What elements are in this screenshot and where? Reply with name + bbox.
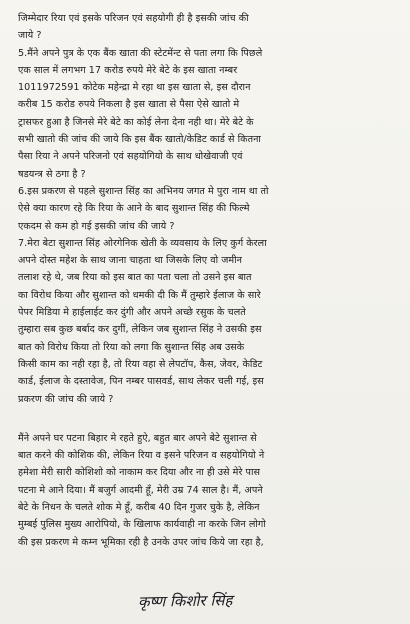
text-line: हमेशा मेरी सारी कोशिशो को नाकाम कर दिया और ना ही उसे मेरे पास	[18, 467, 261, 479]
text-line: पटना मे आने दिया। मैं बजुर्ग आदमी हूँ, मेरी उम्र 74 साल है। मैं, अपने	[18, 484, 263, 496]
text-line: बात करने की कोशिक की, लेकिन रिया व इसने परिजन व सहयोगियो ने	[18, 450, 265, 462]
handwritten-signature: कृष्ण किशोर सिंह	[137, 591, 233, 611]
text-line: जाये ?	[18, 30, 42, 42]
text-line: मुम्बई पुलिस मुख्य आरोपियो, के खिलाफ कार्यवाही ना करके जिन लोगो	[18, 519, 266, 531]
text-line: एक साल में लगभग 17 करोड रुपये मेरे बेटे के इस खाता नम्बर	[18, 64, 238, 76]
text-line: सभी खातो की जांच की जाये कि इस बैंक खातो/केडिट कार्ड से कितना	[18, 134, 261, 146]
text-line: पेपर मिडिया मे हाईलाईट कर दुंगी और अपने अच्छे रसुक के चलते	[18, 307, 246, 319]
text-line: तलाश रहे थे, जब रिया को इस बात का पता चला तो उसने इस बात	[18, 272, 252, 284]
text-line: 1011972591 कोटेक महेन्द्रा मे रहा था इस खाता से, इस दौरान	[18, 82, 251, 94]
text-line: तुम्हारा सब कुछ बर्बाद कर दुगीं, लेकिन जब सुशान्त सिंह ने उसकी इस	[18, 324, 262, 336]
text-line: जिम्मेदार रिया एवं इसके परिजन एवं सहयोगी ही है इसकी जांच की	[18, 13, 249, 24]
text-line: षडयन्त्र से ठगा है ?	[18, 168, 86, 180]
text-line: प्रकरण की जांच की जाये ?	[18, 393, 114, 405]
text-line: कार्ड, ईलाज के दस्तावेज, पिन नम्बर पासवर्ड, साथ लेकर चली गई, इस	[18, 376, 264, 388]
text-line: 6.इस प्रकरण से पहले सुशान्त सिंह का अभिनय जगत मे पुरा नाम था तो	[18, 185, 269, 197]
text-line: 5.मैंने अपने पुत्र के एक बैंक खाता की स्टेटमेंन्ट से पता लगा कि पिछले	[18, 47, 263, 59]
text-line: बेटे के निधन के चलते शोक मे हूँ, करीब 40 दिन गुजर चुके है, लेकिन	[18, 502, 260, 514]
text-line: ट्रासफर हुआ है जिनसे मेरे बेटे का कोई लेना देना नही था। मेरे बेटे के	[18, 116, 254, 128]
complaint-points	[18, 10, 396, 408]
text-line: बात को विरोध किया तो रिया को लगा कि सुशान्त सिंह अब उसके	[18, 341, 245, 353]
text-line: ऐसे क्या कारण रहे कि रिया के आने के बाद सुशान्त सिंह की फिल्मे	[18, 203, 250, 215]
text-line: किसी काम का नही रहा है, तो रिया वहा से लेपटॉप, कैस, जेवर, केडिट	[18, 358, 263, 370]
text-line: एकदम से कम हो गई इसकी जांच की जाये ?	[18, 220, 175, 232]
text-line: 7.मेरा बेटा सुशान्त सिंह ओरगेनिक खेती के व्यवसाय के लिए कुर्ग केरला	[18, 237, 267, 249]
text-line: का विरोध किया और सुशान्त को धमकी दी कि मैं तुम्हारे ईलाज के सारे	[18, 289, 261, 301]
closing-paragraph	[18, 430, 396, 551]
text-line: मैंने अपने घर पटना बिहार मे रहते हुऐ, बहुत बार अपने बेटे सुशान्त से	[18, 432, 257, 444]
text-line: अपने दोस्त महेश के साथ जाना चाहता था जिसके लिए वो जमीन	[18, 255, 243, 267]
text-line: पैसा रिया ने अपने परिजनो एवं सहयोगियो के साथ धोखेवाजी एवं	[18, 151, 243, 163]
text-line: की इस प्रकरण मे कम्न भूमिका रही है उनके उपर जांच किये जा रहा है,	[18, 536, 264, 548]
text-line: करीब 15 करोड रुपये निकला है इस खाता से पैसा ऐसे खातो मे	[18, 99, 240, 111]
paragraph-gap	[18, 408, 396, 430]
